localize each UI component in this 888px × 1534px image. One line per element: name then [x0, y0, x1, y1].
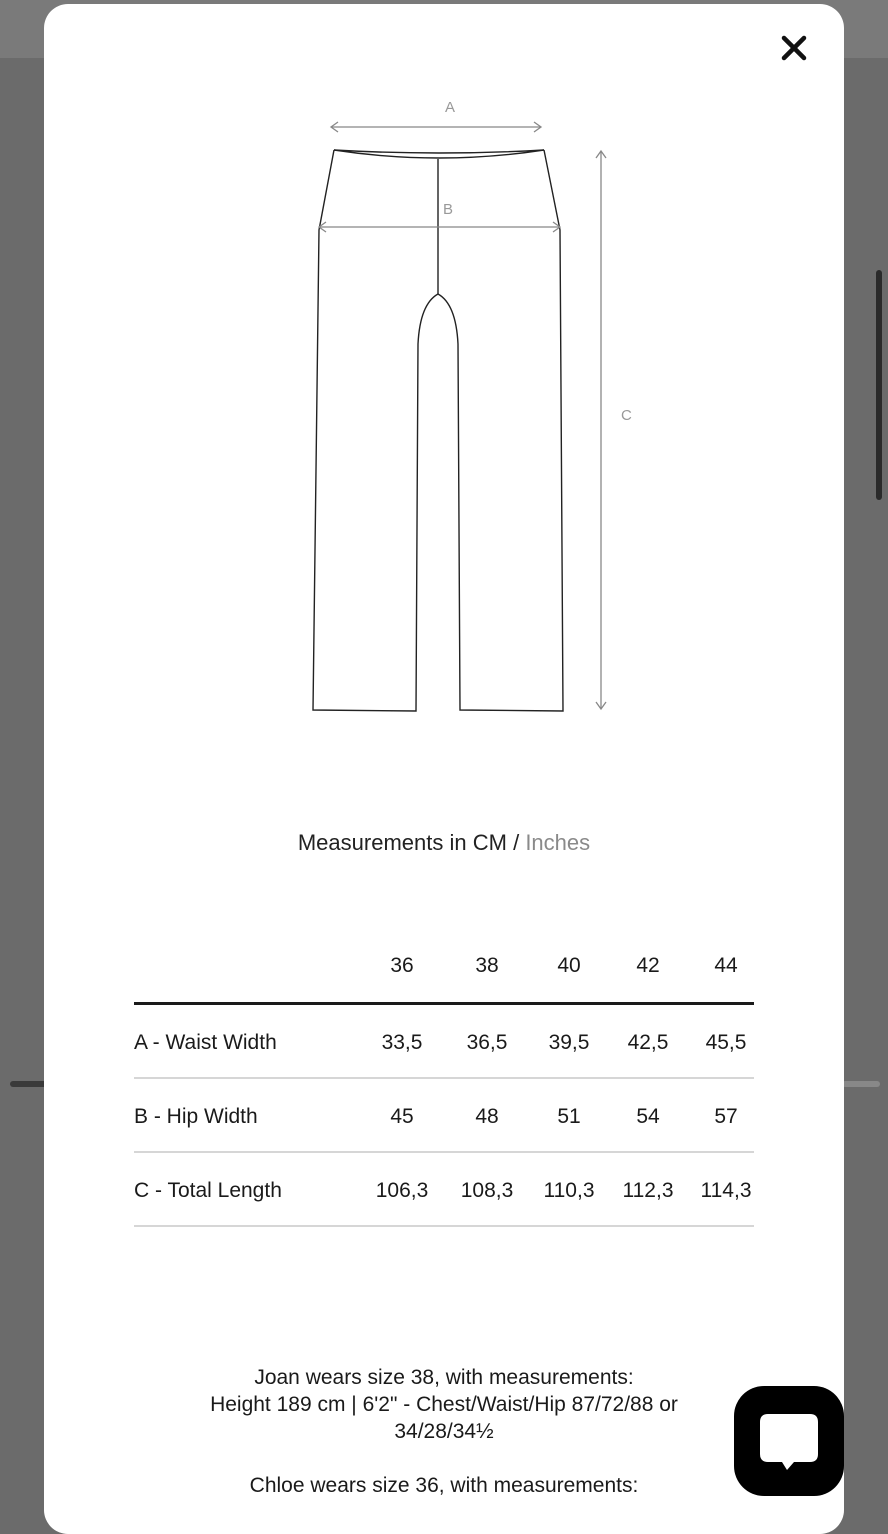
- backdrop-divider-right: [842, 1081, 880, 1087]
- chat-button[interactable]: [734, 1386, 844, 1496]
- joan-info-line1: Joan wears size 38, with measurements:: [254, 1366, 634, 1389]
- joan-info-line3: 34/28/34½: [394, 1420, 494, 1443]
- size-header-cell: 40: [557, 954, 581, 977]
- table-cell: 106,3: [375, 1179, 429, 1202]
- table-cell: 108,3: [460, 1179, 514, 1202]
- table-row: [134, 1079, 754, 1153]
- size-header-cell: 38: [475, 954, 499, 977]
- measurement-unit-toggle: [44, 830, 844, 856]
- size-table-header: [134, 944, 754, 1005]
- row-label: A - Waist Width: [134, 1031, 277, 1054]
- table-cell: 110,3: [543, 1179, 595, 1202]
- chloe-info-line1: Chloe wears size 36, with measurements:: [249, 1474, 639, 1497]
- table-cell: 114,3: [700, 1179, 752, 1202]
- table-cell: 54: [636, 1105, 660, 1128]
- model-info: [84, 1364, 804, 1499]
- length-arrow: [596, 151, 606, 709]
- table-cell: 45: [390, 1105, 414, 1128]
- table-cell: 33,5: [381, 1031, 423, 1054]
- size-header-cell: 42: [636, 954, 660, 977]
- table-cell: 51: [557, 1105, 581, 1128]
- table-cell: 39,5: [548, 1031, 590, 1054]
- table-cell: 57: [714, 1105, 738, 1128]
- size-header-cell: 44: [714, 954, 738, 977]
- size-header-cell: 36: [390, 954, 414, 977]
- label-a: A: [445, 99, 456, 116]
- unit-inches-link[interactable]: Inches: [525, 830, 591, 855]
- chat-bubble-icon: [754, 1406, 824, 1476]
- unit-cm-label: Measurements in CM: [297, 830, 507, 855]
- size-guide-modal: [44, 4, 844, 1534]
- table-cell: 48: [475, 1105, 499, 1128]
- table-cell: 112,3: [622, 1179, 674, 1202]
- label-b: B: [443, 201, 454, 218]
- table-cell: 45,5: [705, 1031, 747, 1054]
- page-scrollbar[interactable]: [876, 270, 882, 500]
- table-cell: 42,5: [627, 1031, 669, 1054]
- table-cell: 36,5: [466, 1031, 508, 1054]
- backdrop-divider-left: [10, 1081, 48, 1087]
- pants-outline: [313, 150, 563, 711]
- waist-arrow: [331, 122, 541, 132]
- table-row: [134, 1005, 754, 1079]
- unit-separator: /: [513, 830, 520, 855]
- size-table: [134, 944, 754, 1227]
- table-row: [134, 1153, 754, 1227]
- joan-info-line2: Height 189 cm | 6'2" - Chest/Waist/Hip 87/72/88 or: [210, 1393, 678, 1416]
- hip-arrow: [319, 222, 560, 232]
- label-c: C: [621, 407, 632, 424]
- pants-diagram: [44, 4, 844, 724]
- row-label: C - Total Length: [134, 1179, 282, 1202]
- row-label: B - Hip Width: [134, 1105, 258, 1128]
